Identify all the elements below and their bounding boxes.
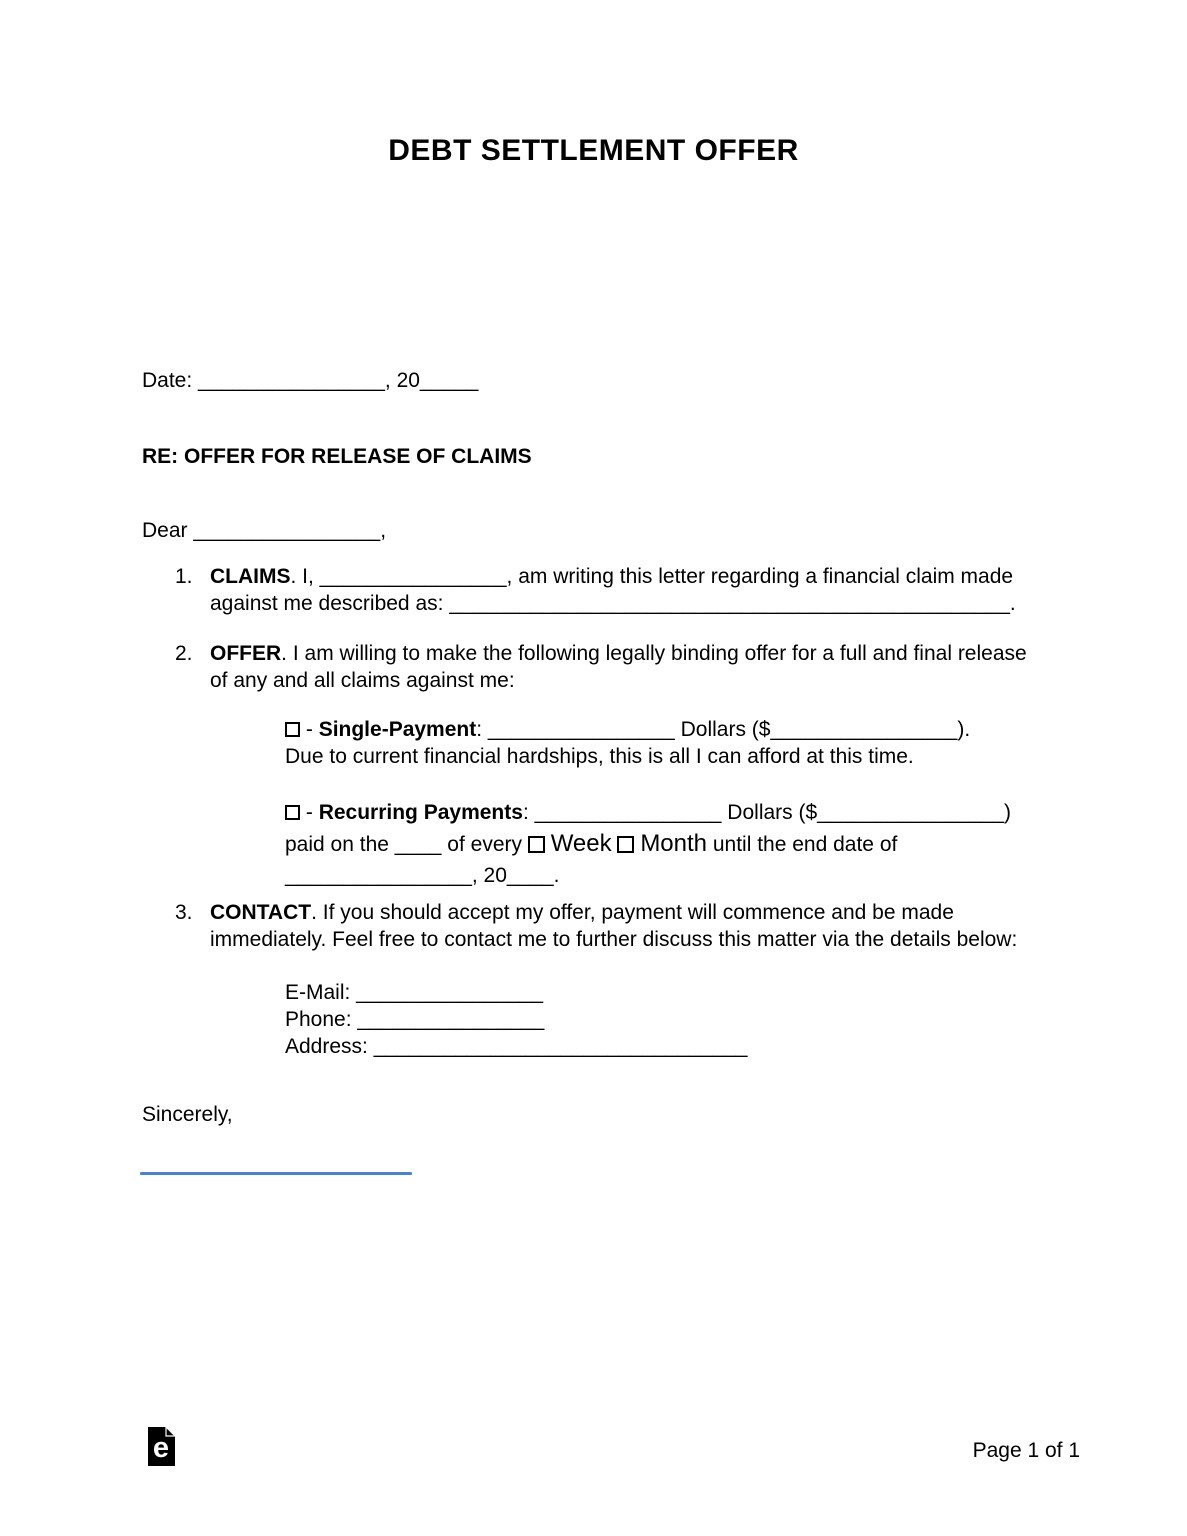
clause-claims: [175, 563, 1016, 617]
month-checkbox[interactable]: [617, 836, 634, 853]
clause-number: 3.: [175, 901, 193, 924]
clause-offer-label: OFFER: [210, 642, 282, 665]
clause-offer-body: . I am willing to make the following legally binding offer for a full and final release: [281, 642, 1027, 665]
re-subject-line: RE: OFFER FOR RELEASE OF CLAIMS: [142, 445, 532, 468]
recurring-payments-checkbox[interactable]: [285, 805, 300, 820]
recurring-line1: [285, 797, 1011, 828]
single-payment-option: [285, 716, 970, 770]
single-payment-checkbox[interactable]: [285, 722, 300, 737]
clause-claims-text: [210, 563, 1016, 617]
recurring-payments-label: Recurring Payments: [318, 801, 523, 824]
dash: -: [305, 718, 313, 741]
date-line: Date: ________________, 20_____: [142, 369, 479, 392]
clause-offer: [175, 640, 1027, 694]
recurring-line2-post: until the end date of: [712, 833, 898, 856]
week-checkbox[interactable]: [528, 836, 545, 853]
phone-line: Phone: ________________: [285, 1008, 545, 1031]
clause-contact-label: CONTACT: [210, 901, 312, 924]
clause-number: 1.: [175, 565, 193, 588]
clause-number: 2.: [175, 642, 193, 665]
salutation: Dear ________________,: [142, 519, 387, 542]
dash: -: [305, 801, 313, 824]
recurring-line2: [285, 828, 1011, 860]
document-title: DEBT SETTLEMENT OFFER: [388, 134, 799, 167]
recurring-line2-pre: paid on the ____ of every: [285, 833, 523, 856]
clause-offer-line1: [210, 640, 1027, 667]
clause-claims-line1: [210, 563, 1016, 590]
clause-claims-label: CLAIMS: [210, 565, 291, 588]
clause-offer-line2: of any and all claims against me:: [210, 669, 515, 692]
month-label: Month: [640, 830, 708, 857]
email-line: E-Mail: ________________: [285, 981, 544, 1004]
clause-contact-text: [210, 899, 1017, 953]
single-payment-line2: Due to current financial hardships, this is all I can afford at this time.: [285, 745, 914, 768]
clause-contact: [175, 899, 1017, 953]
eforms-logo: [148, 1427, 175, 1473]
clause-contact-line1: [210, 899, 1017, 926]
page-number: Page 1 of 1: [972, 1439, 1080, 1462]
contact-details-block: [285, 979, 747, 1060]
logo-letter: e: [152, 1432, 170, 1464]
single-payment-blanks: : ________________ Dollars ($________________).: [476, 718, 971, 741]
single-payment-label: Single-Payment: [318, 718, 477, 741]
closing: Sincerely,: [142, 1103, 233, 1126]
eforms-logo-icon: [148, 1427, 175, 1466]
clause-claims-body: . I, ________________, am writing this letter regarding a financial claim made: [290, 565, 1014, 588]
week-label: Week: [550, 830, 612, 857]
recurring-payments-option: [285, 797, 1011, 891]
address-line: Address: ________________________________: [285, 1035, 748, 1058]
signature-field[interactable]: [140, 1172, 412, 1175]
clause-contact-line2: immediately. Feel free to contact me to further discuss this matter via the details below:: [210, 928, 1018, 951]
clause-offer-text: [210, 640, 1027, 694]
clause-claims-line2: against me described as: ________________________________________________.: [210, 592, 1016, 615]
recurring-line3: ________________, 20____.: [285, 864, 560, 887]
single-payment-line1: [285, 716, 970, 743]
recurring-blanks: : ________________ Dollars ($________________): [522, 801, 1012, 824]
clause-contact-body: . If you should accept my offer, payment will commence and be made: [311, 901, 954, 924]
